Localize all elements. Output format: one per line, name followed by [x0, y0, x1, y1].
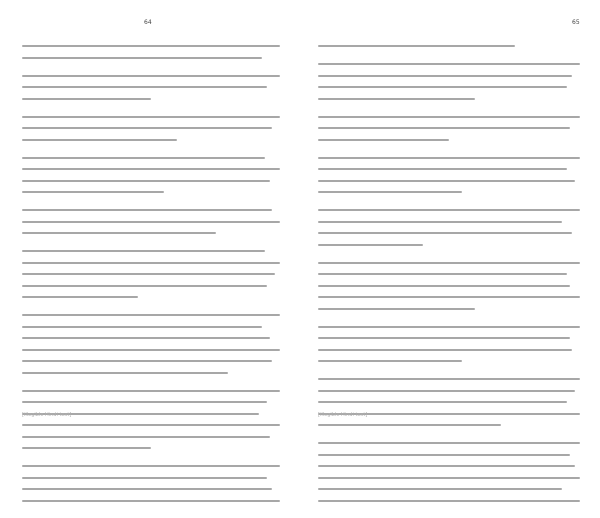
text-line — [318, 477, 580, 479]
text-line — [22, 424, 280, 426]
text-line — [22, 273, 275, 275]
text-line — [318, 180, 575, 182]
text-line — [318, 500, 580, 502]
text-line — [318, 454, 570, 456]
text-line — [22, 57, 262, 59]
text-line — [318, 127, 570, 129]
text-line — [22, 116, 280, 118]
text-line — [22, 139, 177, 141]
right-page — [318, 0, 598, 424]
text-line — [318, 442, 580, 444]
text-line — [22, 180, 270, 182]
text-line — [22, 349, 280, 351]
text-line — [22, 314, 280, 316]
text-line — [22, 500, 280, 502]
text-line — [22, 296, 138, 298]
text-line — [22, 209, 272, 211]
illegible-note: [illegible Hindi text] — [318, 412, 368, 418]
text-line — [318, 488, 562, 490]
text-line — [22, 45, 280, 47]
text-line — [22, 262, 280, 264]
text-line — [318, 285, 570, 287]
text-line — [22, 488, 272, 490]
text-line — [22, 191, 164, 193]
text-line — [22, 285, 267, 287]
text-line — [22, 337, 270, 339]
left-page — [22, 0, 302, 424]
text-line — [318, 296, 580, 298]
text-line — [22, 127, 272, 129]
text-line — [318, 401, 567, 403]
text-line — [22, 447, 151, 449]
text-line — [318, 244, 423, 246]
text-line — [318, 168, 567, 170]
text-line — [22, 168, 280, 170]
text-line — [318, 424, 501, 426]
text-line — [318, 378, 580, 380]
text-line — [318, 157, 580, 159]
text-line — [318, 262, 580, 264]
text-line — [318, 139, 449, 141]
text-line — [22, 326, 262, 328]
text-line — [318, 337, 570, 339]
text-line — [318, 116, 580, 118]
text-line — [318, 221, 562, 223]
text-line — [318, 86, 567, 88]
text-line — [318, 98, 475, 100]
text-line — [318, 390, 575, 392]
text-line — [318, 232, 572, 234]
text-line — [22, 436, 270, 438]
text-line — [22, 477, 267, 479]
text-line — [22, 390, 280, 392]
text-line — [22, 401, 267, 403]
text-line — [318, 360, 462, 362]
illegible-note: [illegible Hindi text] — [22, 412, 72, 418]
text-line — [318, 63, 580, 65]
text-line — [22, 75, 280, 77]
text-line — [22, 86, 267, 88]
text-line — [318, 465, 575, 467]
text-line — [318, 326, 580, 328]
left-page-body — [22, 45, 280, 518]
text-line — [22, 250, 265, 252]
text-line — [22, 157, 265, 159]
text-line — [318, 308, 475, 310]
text-line — [318, 349, 572, 351]
page-number: 65 — [572, 19, 580, 26]
text-line — [22, 98, 151, 100]
text-line — [318, 191, 462, 193]
text-line — [22, 232, 216, 234]
text-line — [22, 360, 272, 362]
text-line — [318, 75, 572, 77]
page-number: 64 — [144, 19, 152, 26]
text-line — [22, 372, 228, 374]
text-line — [318, 45, 515, 47]
text-line — [22, 465, 280, 467]
text-line — [318, 273, 567, 275]
text-line — [22, 221, 280, 223]
right-page-body — [318, 45, 580, 518]
text-line — [318, 209, 580, 211]
